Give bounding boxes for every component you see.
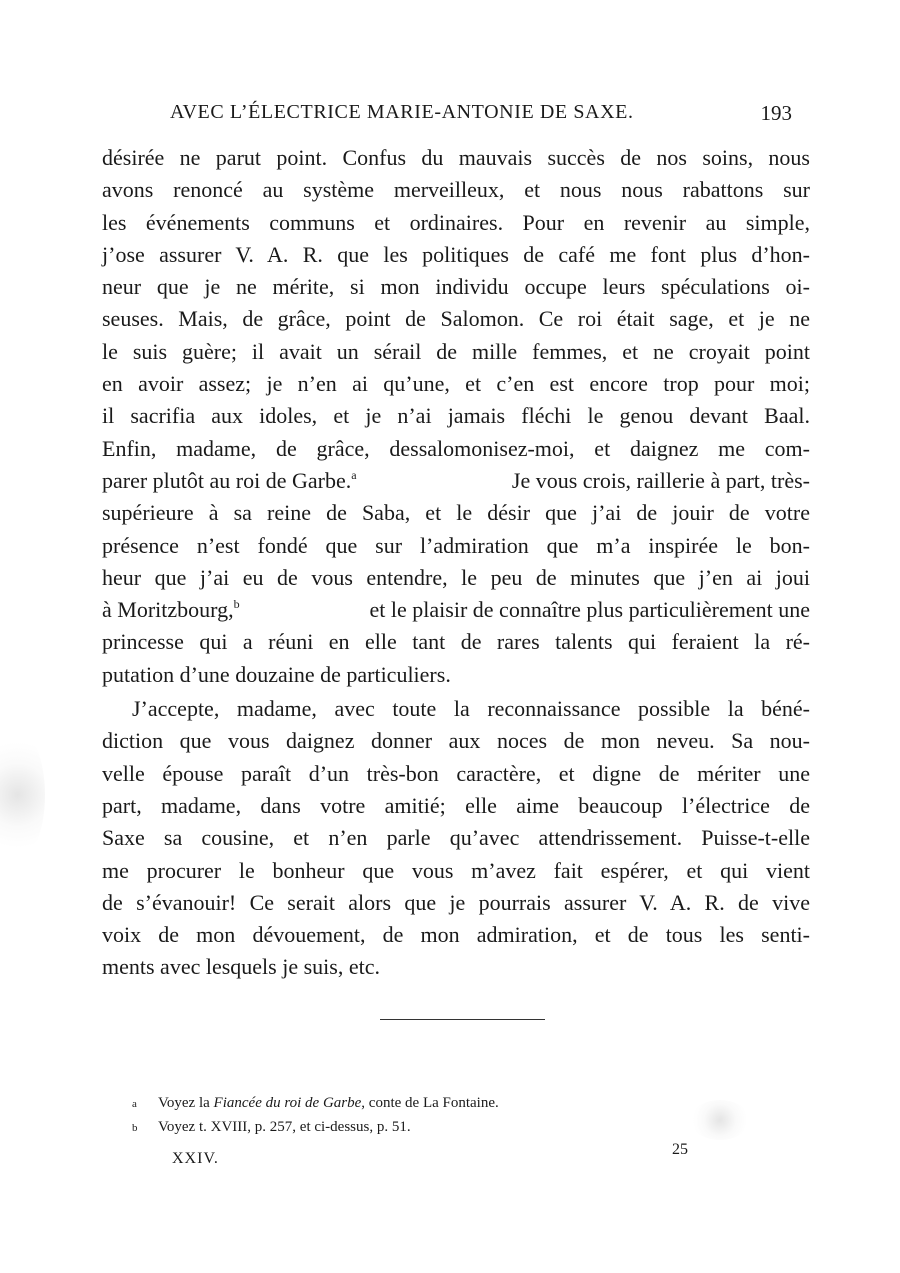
text-segment: à Moritzbourg, [102,597,234,623]
text-line: part, madame, dans votre amitié; elle aime beaucoup l’électrice de [102,792,810,818]
running-title: AVEC L’ÉLECTRICE MARIE-ANTONIE DE SAXE. [170,101,634,123]
text-segment [102,465,357,497]
page-number: 193 [760,101,792,125]
footnote-text: , conte de La Fontaine. [361,1095,499,1111]
text-line: velle épouse paraît d’un très-bon caractère, et digne de mériter une [102,760,810,786]
text-line: putation d’une douzaine de particuliers. [102,661,451,687]
text-line: me procurer le bonheur que vous m’avez fait espérer, et qui vient [102,857,810,883]
text-segment: Je vous crois, raillerie à part, très- [511,467,810,493]
volume-signature: XXIV. [172,1150,219,1167]
text-segment: parer plutôt au roi de Garbe. [102,467,352,493]
text-line [102,465,810,497]
footnote-separator [380,1019,545,1020]
text-line: heur que j’ai eu de vous entendre, le peu de minutes que j’en ai joui [102,564,810,590]
text-line: désirée ne parut point. Confus du mauvais succès de nos soins, nous [102,145,810,170]
footnote-text: Voyez la [158,1095,214,1111]
text-line: le suis guère; il avait un sérail de mille femmes, et ne croyait point [102,338,810,364]
running-head [170,101,800,131]
text-line: présence n’est fondé que sur l’admiration que m’a inspirée le bon- [102,532,810,558]
footnote-mark: b [132,1122,138,1134]
paper-stain [690,1100,750,1140]
text-line: les événements communs et ordinaires. Pour en revenir au simple, [102,209,810,235]
sheet-number: 25 [672,1141,688,1158]
letter-body [102,142,810,984]
text-line: en avoir assez; je n’en ai qu’une, et c’en est encore trop pour moi; [102,371,810,397]
text-line: de s’évanouir! Ce serait alors que je pourrais assurer V. A. R. de vive [102,889,810,915]
text-segment [102,594,240,626]
text-line: il sacrifia aux idoles, et je n’ai jamais fléchi le genou devant Baal. [102,403,810,429]
text-line [102,594,810,626]
text-line: supérieure à sa reine de Saba, et le désir que j’ai de jouir de votre [102,500,810,526]
footnote-text: Voyez t. XVIII, p. 257, et ci-dessus, p. 51. [158,1119,411,1135]
text-line: diction que vous daignez donner aux noces de mon neveu. Sa nou- [102,728,810,754]
footnote-a [132,1091,652,1115]
text-line: Enfin, madame, de grâce, dessalomonisez-moi, et daignez me com- [102,435,810,461]
footnote-ref: b [233,597,240,612]
footnote-title: Fiancée du roi de Garbe [213,1095,362,1111]
text-line: Saxe sa cousine, et n’en parle qu’avec attendrissement. Puisse-t-elle [102,825,810,851]
text-line: princesse qui a réuni en elle tant de rares talents qui feraient la ré- [102,629,810,655]
text-line: voix de mon dévouement, de mon admiration, et de tous les senti- [102,922,810,948]
text-line: seuses. Mais, de grâce, point de Salomon. Ce roi était sage, et je ne [102,306,810,332]
footnote-mark: a [132,1098,137,1110]
text-segment: et le plaisir de connaître plus particulièrement une [369,597,810,623]
text-line: J’accepte, madame, avec toute la reconnaissance possible la béné- [132,696,810,722]
text-line: ments avec lesquels je suis, etc. [102,954,380,980]
footnote-ref: a [351,467,357,482]
text-line: neur que je ne mérite, si mon individu occupe leurs spéculations oi- [102,274,810,300]
footnote-b [132,1115,652,1139]
footnotes [132,1091,652,1139]
text-line: j’ose assurer V. A. R. que les politiques de café me font plus d’hon- [102,241,810,267]
text-line: avons renoncé au système merveilleux, et nous nous rabattons sur [102,177,810,203]
paper-stain [0,730,45,860]
